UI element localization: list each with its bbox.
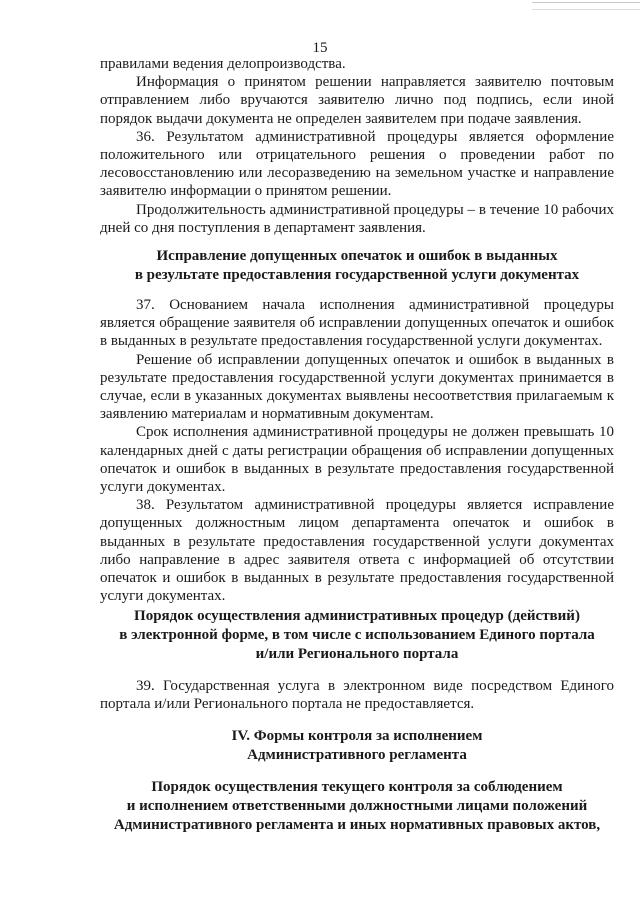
paragraph: Информация о принятом решении направляется заявителю почтовым отправлением либо вручаются заявителю лично под подпись, если иной порядок выдачи документа не определен заявителем при подаче заявления. [100, 74, 614, 127]
paragraph: правилами ведения делопроизводства. [100, 56, 346, 72]
heading-line: и/или Регионального портала [255, 646, 459, 662]
section-heading [100, 778, 614, 835]
heading-line: Административного регламента [247, 747, 467, 763]
paragraph: Решение об исправлении допущенных опечаток и ошибок в выданных в результате предоставления государственной услуги документах принимается в случае, если в указанных документах выявлены несоответствия прилагаемым к заявлению материалам и нормативным документам. [100, 351, 614, 423]
paragraph: 39. Государственная услуга в электронном виде посредством Единого портала и/или Регионального портала не предоставляется. [100, 678, 614, 713]
heading-line: Исправление допущенных опечаток и ошибок в выданных [156, 248, 558, 264]
paragraph: 38. Результатом административной процедуры является исправление допущенных должностным лицом департамента опечаток и ошибок в выданных в результате предоставления государственной услуги документах либо направление в адрес заявителя ответа с информацией об отсутствии опечаток и ошибок в выданных в результате предоставления государственной услуги документах. [100, 497, 614, 605]
heading-line: Порядок осуществления текущего контроля за соблюдением [151, 779, 563, 795]
heading-line: в результате предоставления государственной услуги документах [134, 267, 580, 283]
intro-block [100, 55, 614, 237]
paragraph: 36. Результатом административной процедуры является оформление положительного или отрицательного решения о проведении работ по лесовосстановлению или лесоразведению на земельном участке и направление заявителю информации о принятом решении. [100, 128, 614, 200]
paragraph: Продолжительность административной процедуры – в течение 10 рабочих дней со дня поступления в департамент заявления. [100, 201, 614, 236]
section-heading [100, 247, 614, 285]
heading-line: в электронной форме, в том числе с использованием Единого портала [119, 627, 595, 643]
section-heading-control [100, 727, 614, 765]
chapter-heading [100, 727, 614, 765]
heading-line: Порядок осуществления административных процедур (действий) [134, 608, 580, 624]
heading-line: IV. Формы контроля за исполнением [231, 728, 483, 744]
heading-line: Административного регламента и иных нормативных правовых актов, [113, 817, 601, 833]
paragraph: 37. Основанием начала исполнения административной процедуры является обращение заявителя об исправлении допущенных опечаток и ошибок в выданных в результате предоставления государственной услуги документах. [100, 297, 614, 350]
page-number: 15 [312, 40, 328, 56]
paragraph: Срок исполнения административной процедуры не должен превышать 10 календарных дней с даты регистрации обращения об исправлении допущенных опечаток и ошибок в выданных в результате предоставления государственной услуги документах. [100, 424, 614, 496]
section-heading-electronic [100, 607, 614, 664]
heading-line: и исполнением ответственными должностными лицами положений [126, 798, 588, 814]
section-heading [100, 607, 614, 664]
section-heading-corrections [100, 247, 614, 285]
scan-edge-mark [532, 2, 640, 10]
section-heading-current-control [100, 778, 614, 835]
corrections-block [100, 296, 614, 605]
electronic-block [100, 677, 614, 713]
